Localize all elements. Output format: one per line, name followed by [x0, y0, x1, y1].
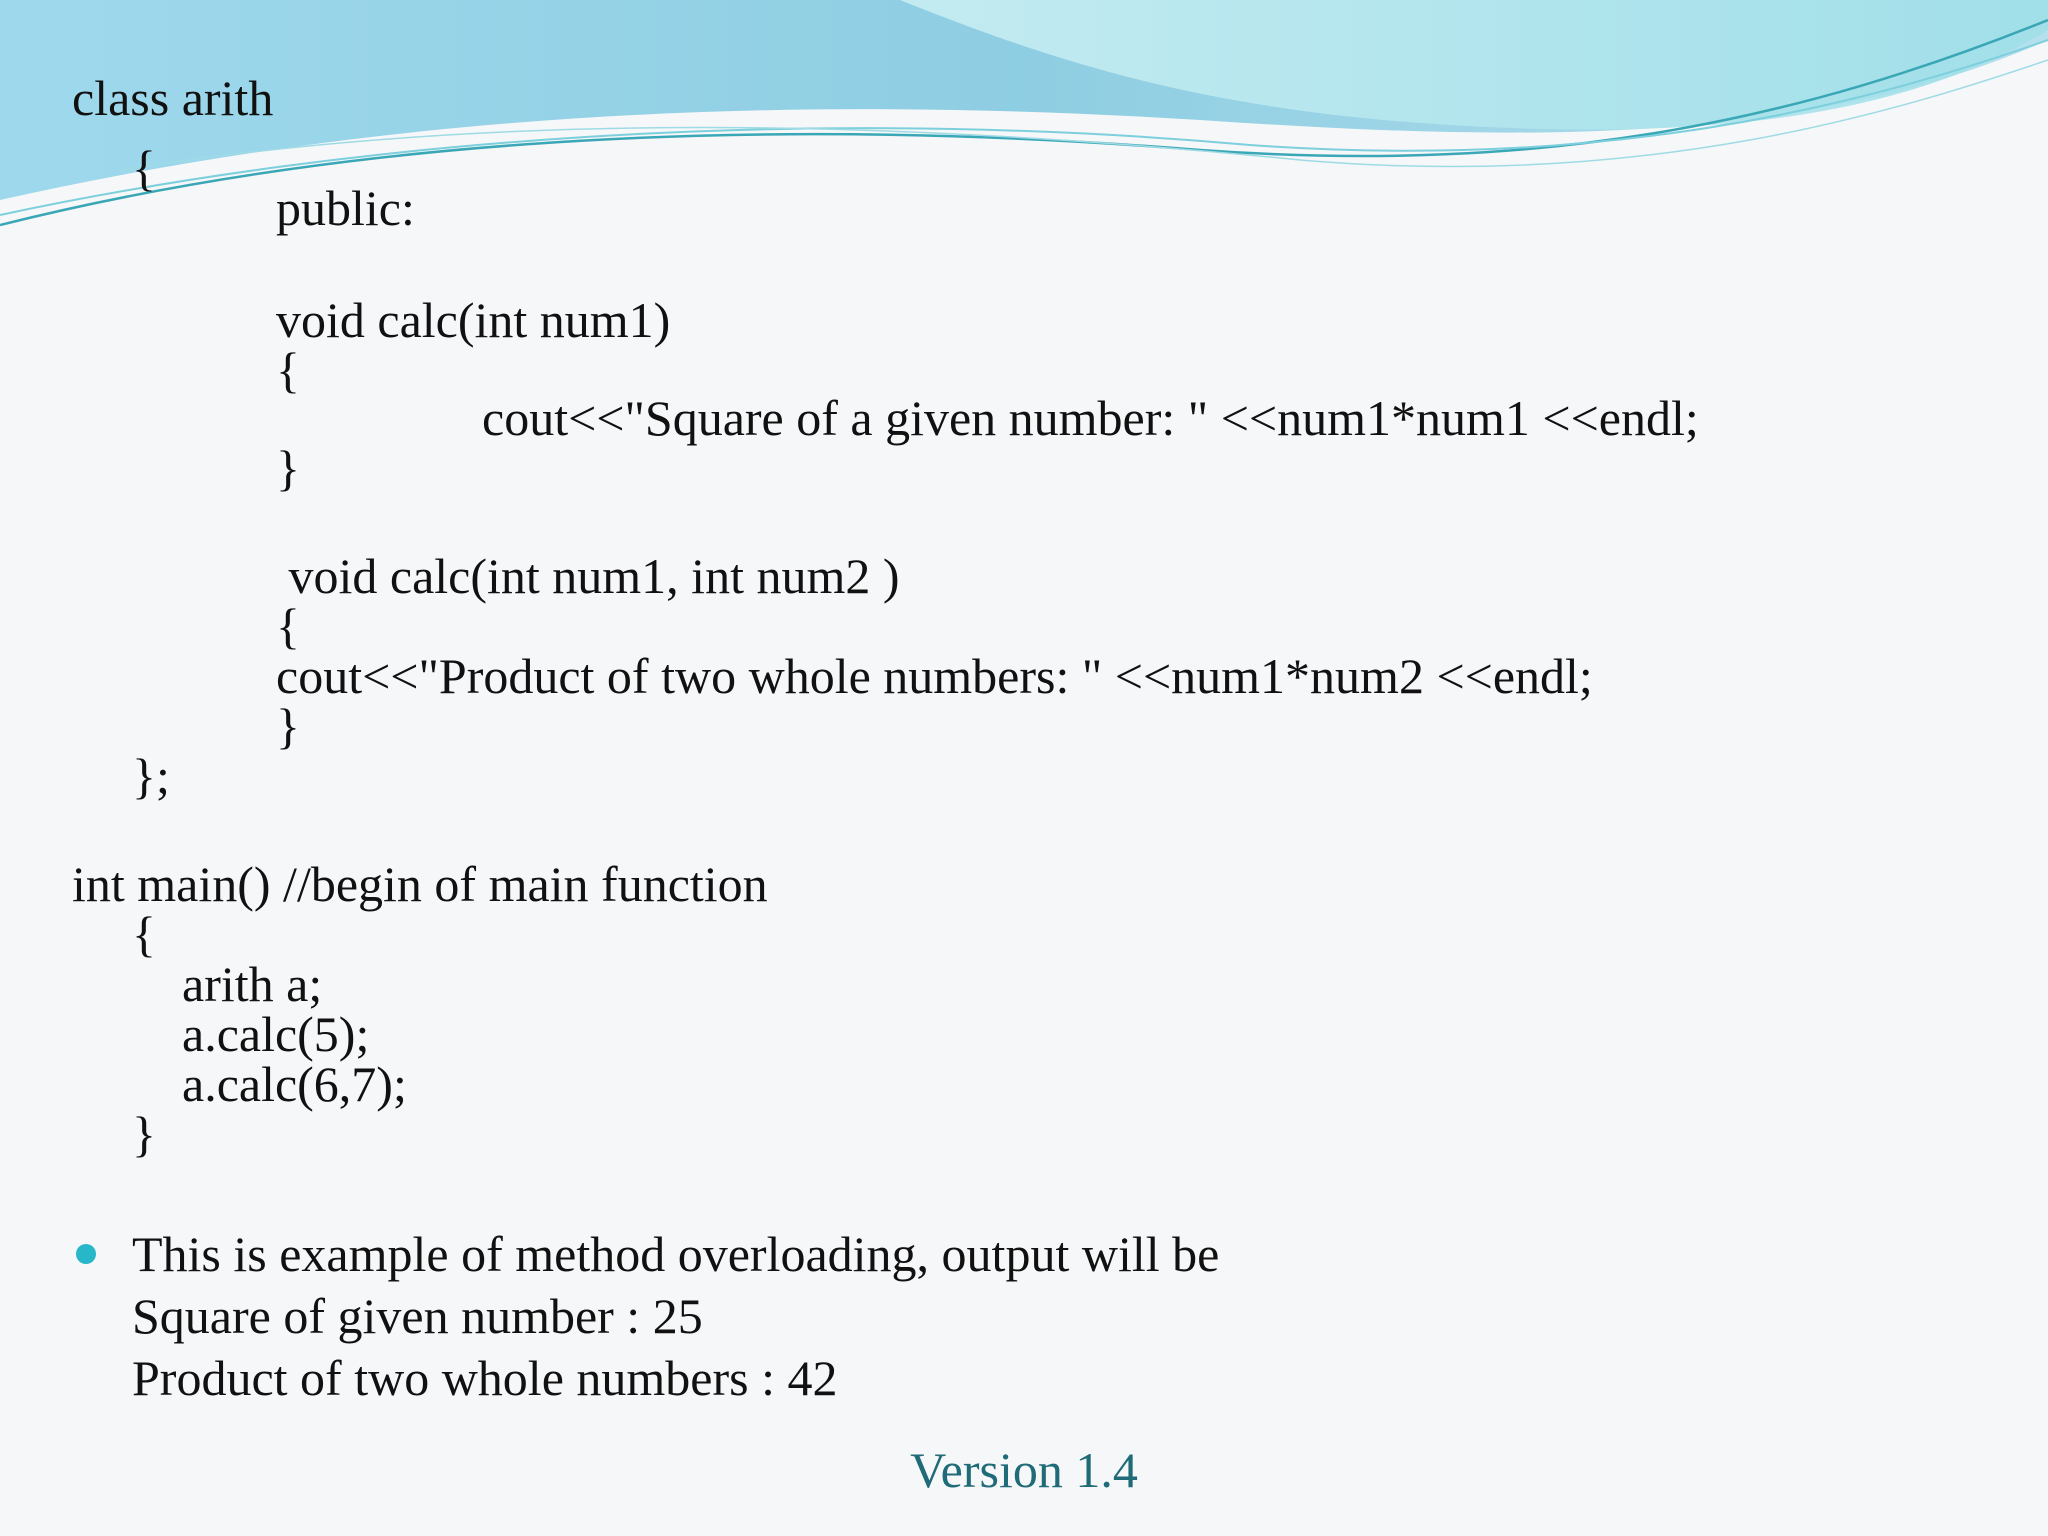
version-footer: Version 1.4 [910, 1442, 1138, 1498]
bullet-icon [76, 1244, 96, 1264]
code-line: int main() //begin of main function [72, 856, 768, 912]
code-line: cout<<"Product of two whole numbers: " <<num1*num2 <<endl; [276, 648, 1593, 704]
bullet-text: This is example of method overloading, output will be [132, 1226, 1220, 1282]
code-line: void calc(int num1, int num2 ) [276, 548, 900, 604]
code-line: { [132, 906, 156, 962]
code-line: { [276, 598, 300, 654]
code-line: a.calc(6,7); [182, 1056, 407, 1112]
code-line: } [132, 1106, 156, 1162]
code-line: class arith [72, 70, 274, 126]
code-line: public: [276, 180, 415, 236]
output-line: Square of given number : 25 [132, 1288, 703, 1344]
code-line: a.calc(5); [182, 1006, 370, 1062]
code-line: { [132, 140, 156, 196]
code-line: } [276, 698, 300, 754]
output-line: Product of two whole numbers : 42 [132, 1350, 838, 1406]
code-line: arith a; [182, 956, 323, 1012]
code-line: { [276, 342, 300, 398]
code-line: void calc(int num1) [276, 292, 671, 348]
code-line: }; [132, 748, 170, 804]
code-line: } [276, 440, 300, 496]
code-line: cout<<"Square of a given number: " <<num1*num1 <<endl; [482, 390, 1699, 446]
